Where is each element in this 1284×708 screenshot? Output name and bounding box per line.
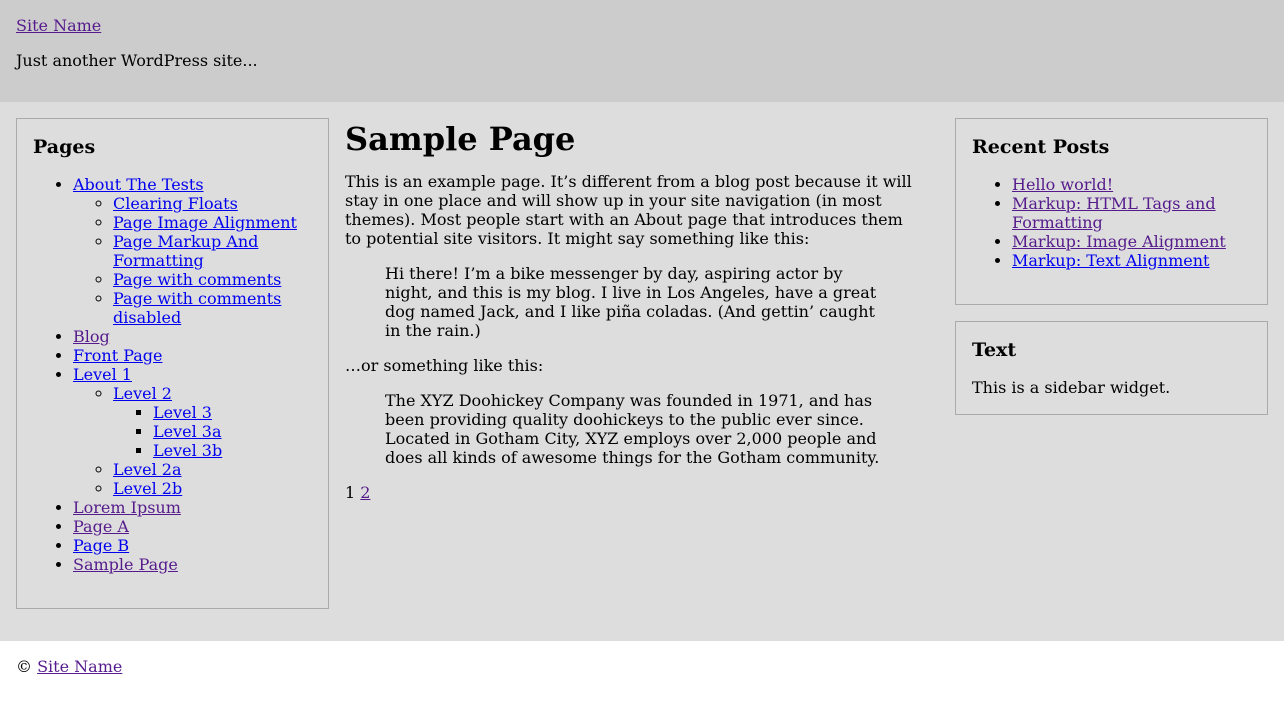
pages-widget bbox=[16, 118, 329, 609]
content-wrapper bbox=[0, 102, 1284, 641]
blockquote-bike-messenger bbox=[385, 264, 880, 340]
site-tagline: Just another WordPress site... bbox=[16, 51, 258, 70]
page-link-level-2b[interactable]: Level 2b bbox=[113, 479, 183, 498]
list-item bbox=[73, 175, 312, 327]
page-link-page-with-comments-disabled[interactable]: Page with comments disabled bbox=[113, 289, 282, 327]
recent-post-link[interactable]: Markup: Image Alignment bbox=[1012, 232, 1226, 251]
recent-post-link[interactable]: Markup: Text Alignment bbox=[1012, 251, 1210, 270]
page-link-blog[interactable]: Blog bbox=[73, 327, 110, 346]
page-link-level-2a[interactable]: Level 2a bbox=[113, 460, 182, 479]
page-link-page-image-alignment[interactable]: Page Image Alignment bbox=[113, 213, 297, 232]
sub-sub-pages-list bbox=[113, 403, 312, 460]
list-item bbox=[113, 270, 312, 289]
page-link-sample-page[interactable]: Sample Page bbox=[73, 555, 178, 574]
page-link-page-a[interactable]: Page A bbox=[73, 517, 129, 536]
page-link-page-with-comments[interactable]: Page with comments bbox=[113, 270, 282, 289]
list-item bbox=[73, 555, 312, 574]
pages-list bbox=[33, 175, 312, 574]
right-sidebar bbox=[955, 118, 1268, 431]
text-widget-title: Text bbox=[972, 339, 1017, 361]
page-link-level-3b[interactable]: Level 3b bbox=[153, 441, 223, 460]
quote-text: The XYZ Doohickey Company was founded in 1971, and has been providing quality doohickeys to the public ever since. Located in Gotham City, XYZ employs over 2,000 people and does all kinds of awesome things for the Gotham community. bbox=[385, 391, 880, 467]
text-widget-body: This is a sidebar widget. bbox=[972, 378, 1171, 397]
site-title-link[interactable]: Site Name bbox=[16, 16, 102, 35]
site-footer bbox=[0, 641, 1284, 708]
sub-pages-list bbox=[73, 384, 312, 498]
page-link-level-2[interactable]: Level 2 bbox=[113, 384, 172, 403]
list-item bbox=[73, 498, 312, 517]
page-link-level-3a[interactable]: Level 3a bbox=[153, 422, 222, 441]
blockquote-xyz-company bbox=[385, 391, 880, 467]
copyright-symbol: © bbox=[16, 657, 32, 676]
list-item bbox=[73, 327, 312, 346]
page-link-page-markup-formatting[interactable]: Page Markup And Formatting bbox=[113, 232, 259, 270]
list-item bbox=[113, 479, 312, 498]
text-widget bbox=[955, 321, 1268, 415]
list-item bbox=[1012, 175, 1251, 194]
quote-text: Hi there! I’m a bike messenger by day, aspiring actor by night, and this is my blog. I live in Los Angeles, have a great dog named Jack, and I like piña coladas. (And gettin’ caught in the rain.) bbox=[385, 264, 877, 340]
page-title: Sample Page bbox=[345, 120, 576, 158]
page-link-about-the-tests[interactable]: About The Tests bbox=[73, 175, 204, 194]
list-item bbox=[73, 365, 312, 498]
site-header bbox=[0, 0, 1284, 102]
list-item bbox=[113, 194, 312, 213]
page-link-level-1[interactable]: Level 1 bbox=[73, 365, 132, 384]
list-item bbox=[73, 346, 312, 365]
main-content bbox=[345, 102, 920, 518]
next-page-link[interactable]: 2 bbox=[360, 483, 371, 502]
list-item bbox=[113, 289, 312, 327]
recent-post-link[interactable]: Hello world! bbox=[1012, 175, 1114, 194]
list-item bbox=[1012, 251, 1251, 270]
recent-posts-list bbox=[972, 175, 1251, 270]
recent-posts-title: Recent Posts bbox=[972, 136, 1110, 158]
list-item bbox=[113, 384, 312, 460]
list-item bbox=[1012, 232, 1251, 251]
page-link-level-3[interactable]: Level 3 bbox=[153, 403, 212, 422]
pages-widget-title: Pages bbox=[33, 136, 96, 158]
intro-paragraph: This is an example page. It’s different from a blog post because it will stay in one place and will show up in your site navigation (in most themes). Most people start with an About page that introduces them to potential site visitors. It might say something like this: bbox=[345, 172, 912, 248]
list-item bbox=[153, 403, 312, 422]
recent-post-link[interactable]: Markup: HTML Tags and Formatting bbox=[1012, 194, 1216, 232]
footer-site-name-link[interactable]: Site Name bbox=[37, 657, 123, 676]
current-page-number: 1 bbox=[345, 483, 356, 502]
list-item bbox=[73, 536, 312, 555]
list-item bbox=[113, 232, 312, 270]
list-item bbox=[73, 517, 312, 536]
list-item bbox=[153, 422, 312, 441]
page-link-page-b[interactable]: Page B bbox=[73, 536, 130, 555]
page-link-lorem-ipsum[interactable]: Lorem Ipsum bbox=[73, 498, 181, 517]
page-pagination bbox=[345, 483, 920, 502]
page-link-clearing-floats[interactable]: Clearing Floats bbox=[113, 194, 238, 213]
list-item bbox=[113, 460, 312, 479]
list-item bbox=[113, 213, 312, 232]
page-link-front-page[interactable]: Front Page bbox=[73, 346, 163, 365]
list-item bbox=[1012, 194, 1251, 232]
list-item bbox=[153, 441, 312, 460]
sub-pages-list bbox=[73, 194, 312, 327]
recent-posts-widget bbox=[955, 118, 1268, 305]
middle-paragraph: …or something like this: bbox=[345, 356, 544, 375]
